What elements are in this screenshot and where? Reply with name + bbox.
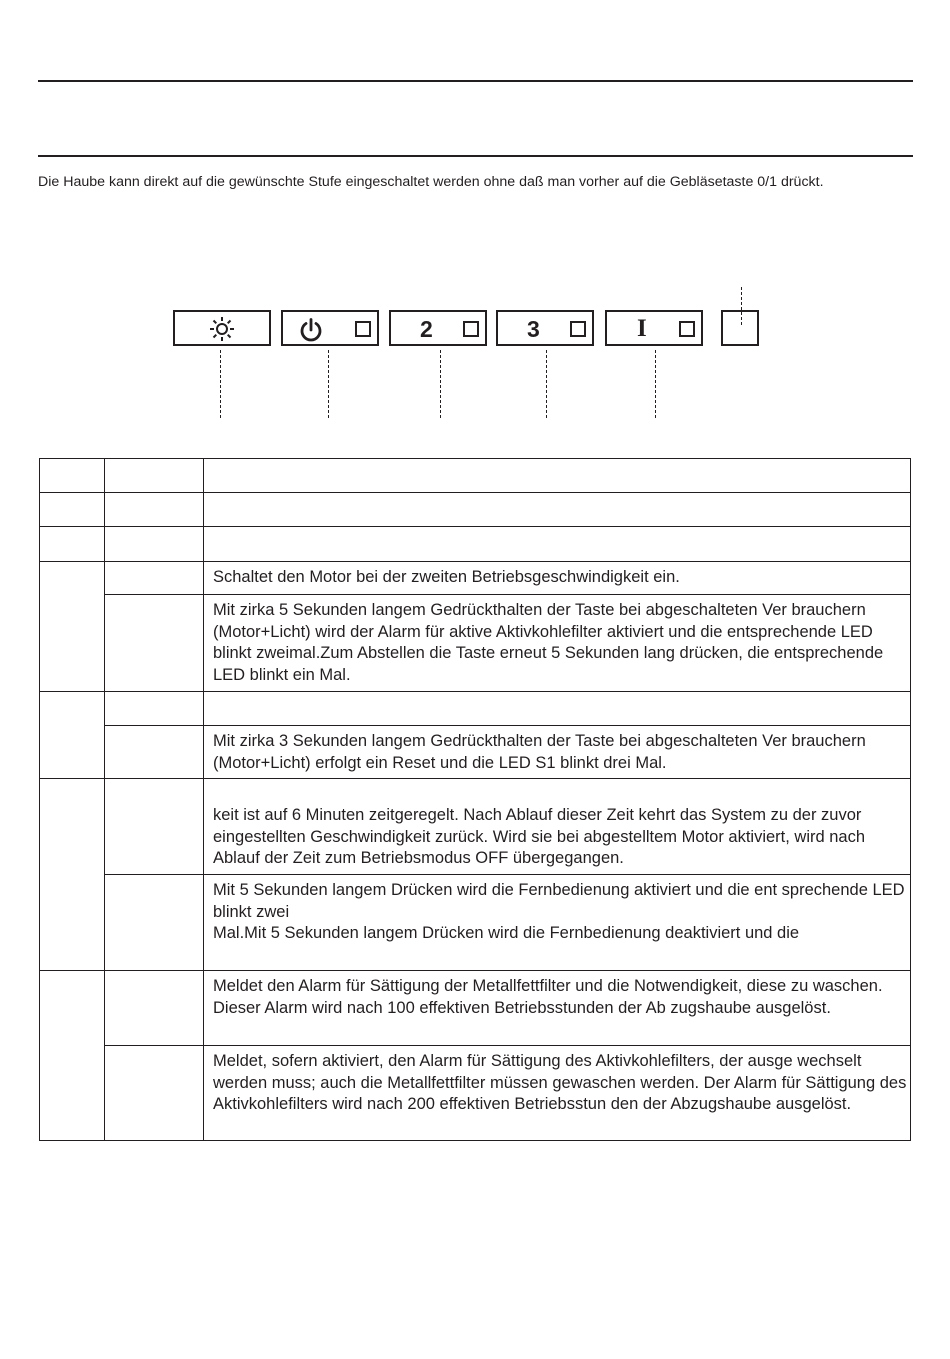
power-led [355, 321, 371, 337]
leader-line-power [328, 350, 329, 418]
table-row [40, 459, 911, 493]
intensive-long-press: Mit 5 Sekunden langem Drücken wird die Fernbedienung aktiviert und die ent sprechende LED blinkt zwei Mal.Mit 5 Sekunden langem Drücken wird die Fernbedienung deaktiviert und die [213, 881, 905, 942]
table-row [40, 875, 911, 971]
table-row [40, 692, 911, 726]
light-bulb-icon [209, 316, 235, 342]
table-row [40, 971, 911, 1046]
function-table [39, 458, 911, 1141]
table-row [40, 1046, 911, 1141]
speed2-label: 2 [420, 316, 433, 342]
power-icon [298, 317, 324, 343]
power-button[interactable] [281, 310, 379, 346]
light-button[interactable] [173, 310, 271, 346]
table-row [40, 595, 911, 692]
speed3-led [570, 321, 586, 337]
speed3-button[interactable] [496, 310, 594, 346]
speed3-long-press: Mit zirka 3 Sekunden langem Gedrückthalten der Taste bei abgeschalteten Ver brauchern (Motor+Licht) erfolgt ein Reset und die LED S1 blinkt drei Mal. [213, 732, 866, 772]
speed2-led [463, 321, 479, 337]
speed2-long-press: Mit zirka 5 Sekunden langem Gedrückthalten der Taste bei abgeschalteten Ver brauchern (Motor+Licht) wird der Alarm für aktive Aktivkohlefilter aktiviert und die entsprechende LED blinkt zweimal.Zum Abstellen die Taste erneut 5 Sekunden lang drücken, die entsprechende LED blinkt ein Mal. [213, 601, 884, 684]
speed2-button[interactable] [389, 310, 487, 346]
table-row [40, 726, 911, 779]
leader-line-intensive [655, 350, 656, 418]
leader-line-speed3 [546, 350, 547, 418]
speed3-label: 3 [527, 316, 540, 342]
table-row [40, 562, 911, 595]
speed2-description: Schaltet den Motor bei der zweiten Betriebsgeschwindigkeit ein. [213, 568, 680, 586]
grease-filter-alarm: Meldet den Alarm für Sättigung der Metallfettfilter und die Notwendigkeit, diese zu waschen. Dieser Alarm wird nach 100 effektiven Betriebsstunden der Ab zugshaube ausgelöst. [213, 977, 883, 1017]
table-row [40, 527, 911, 562]
intensive-button[interactable] [605, 310, 703, 346]
leader-line-light [220, 350, 221, 418]
intensive-led [679, 321, 695, 337]
table-row [40, 779, 911, 875]
leader-line-speed2 [440, 350, 441, 418]
intensive-description: keit ist auf 6 Minuten zeitgeregelt. Nach Ablauf dieser Zeit kehrt das System zu der zuvor eingestellten Geschwindigkeit zurück. Wird sie bei abgestelltem Motor aktiviert, wird nach Ablauf der Zeit zum Betriebsmodus OFF übergegangen. [213, 806, 866, 867]
filter-led-box [721, 310, 759, 346]
top-rule [38, 80, 913, 82]
table-row [40, 493, 911, 527]
section-rule [38, 155, 913, 157]
intro-paragraph: Die Haube kann direkt auf die gewünschte Stufe eingeschaltet werden ohne daß man vorher auf die Gebläsetaste 0/1 drückt. [38, 174, 824, 190]
intensive-label: I [637, 315, 647, 342]
leader-line-filter-led [741, 287, 742, 325]
carbon-filter-alarm: Meldet, sofern aktiviert, den Alarm für Sättigung des Aktivkohlefilters, der ausge wechselt werden muss; auch die Metallfettfilter müssen gewaschen werden. Der Alarm für Sättigung des Aktivkohlefilters wird nach 200 effektiven Betriebsstun den der Abzugshaube ausgelöst. [213, 1052, 907, 1113]
